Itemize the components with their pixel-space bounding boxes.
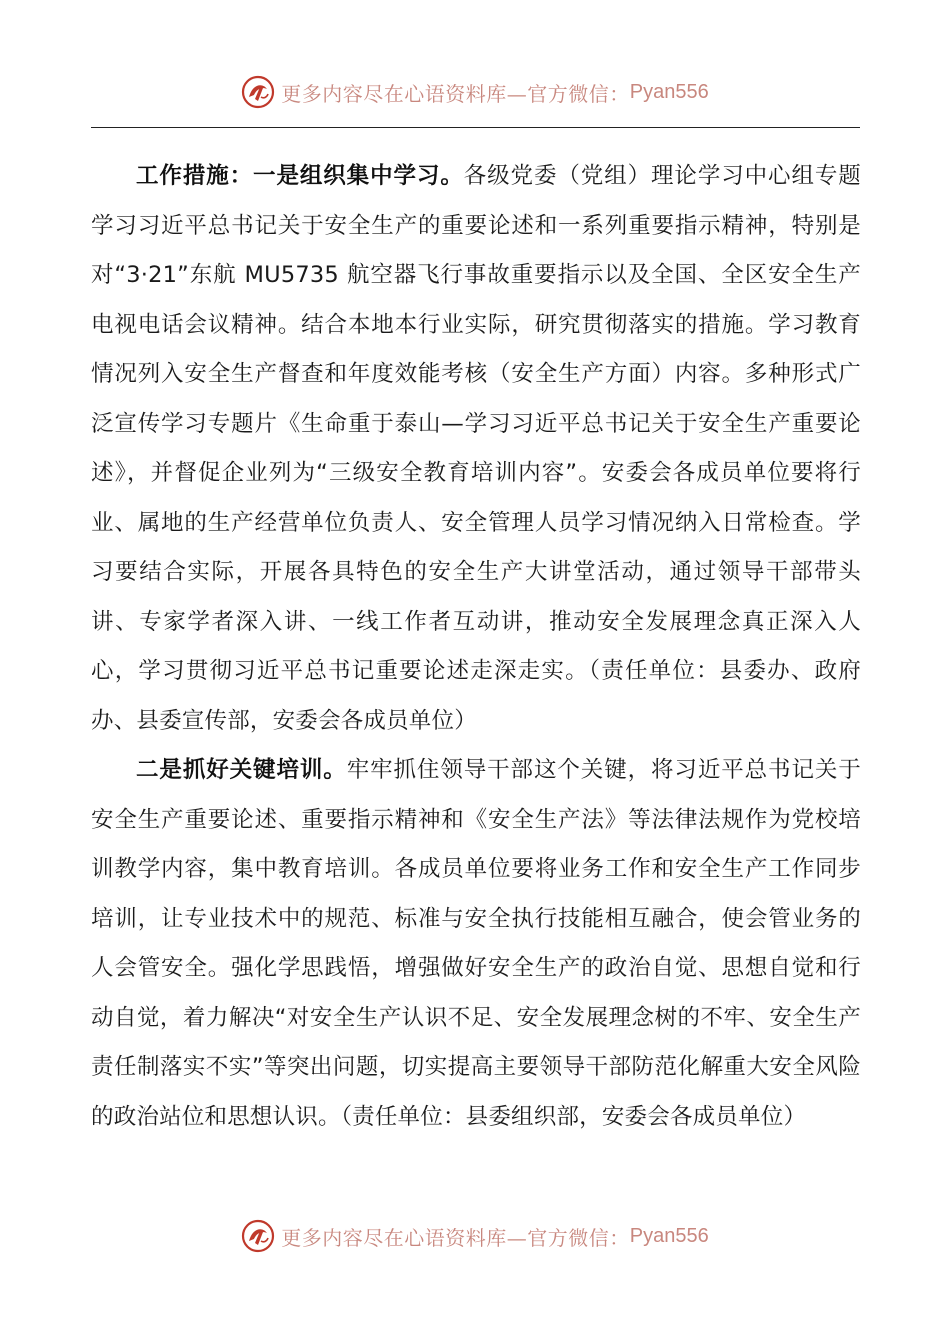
ribbon-logo-icon [241, 1219, 275, 1253]
footer-banner [0, 1214, 950, 1258]
paragraph-lead: 工作措施：一是组织集中学习。 [136, 163, 464, 189]
document-body [91, 152, 861, 1142]
ribbon-logo-icon [241, 75, 275, 109]
paragraph-training [91, 746, 861, 1142]
banner-text: 更多内容尽在心语资料库—官方微信： [281, 81, 630, 106]
banner-wechat-id: Pyan556 [629, 1224, 709, 1247]
banner-wechat-id: Pyan556 [629, 80, 709, 103]
paragraph-text: 牢牢抓住领导干部这个关键，将习近平总书记关于安全生产重要论述、重要指示精神和《安全生产法》等法律法规作为党校培训教学内容，集中教育培训。各成员单位要将业务工作和安全生产工作同步培训，让专业技术中的规范、标准与安全执行技能相互融合，使会管业务的人会管安全。强化学思践悟，增强做好安全生产的政治自觉、思想自觉和行动自觉，着力解决“对安全生产认识不足、安全发展理念树的不牢、安全生产责任制落实不实”等突出问题，切实提高主要领导干部防范化解重大安全风险的政治站位和思想认识。（责任单位：县委组织部，安委会各成员单位） [91, 757, 861, 1130]
header-banner [0, 70, 950, 114]
header-divider [91, 127, 860, 128]
paragraph-study [91, 152, 861, 746]
banner-text: 更多内容尽在心语资料库—官方微信： [281, 1225, 630, 1250]
paragraph-lead: 二是抓好关键培训。 [136, 757, 347, 783]
paragraph-text: 各级党委（党组）理论学习中心组专题学习习近平总书记关于安全生产的重要论述和一系列重要指示精神，特别是对“3·21”东航 MU5735 航空器飞行事故重要指示以及全国、全区安全生产电视电话会议精神。结合本地本行业实际，研究贯彻落实的措施。学习教育情况列入安全生产督查和年度效能考核（安全生产方面）内容。多种形式广泛宣传学习专题片《生命重于泰山—学习习近平总书记关于安全生产重要论述》，并督促企业列为“三级安全教育培训内容”。安委会各成员单位要将行业、属地的生产经营单位负责人、安全管理人员学习情况纳入日常检查。学习要结合实际，开展各具特色的安全生产大讲堂活动，通过领导干部带头讲、专家学者深入讲、一线工作者互动讲，推动安全发展理念真正深入人心，学习贯彻习近平总书记重要论述走深走实。（责任单位：县委办、政府办、县委宣传部，安委会各成员单位） [91, 163, 861, 734]
